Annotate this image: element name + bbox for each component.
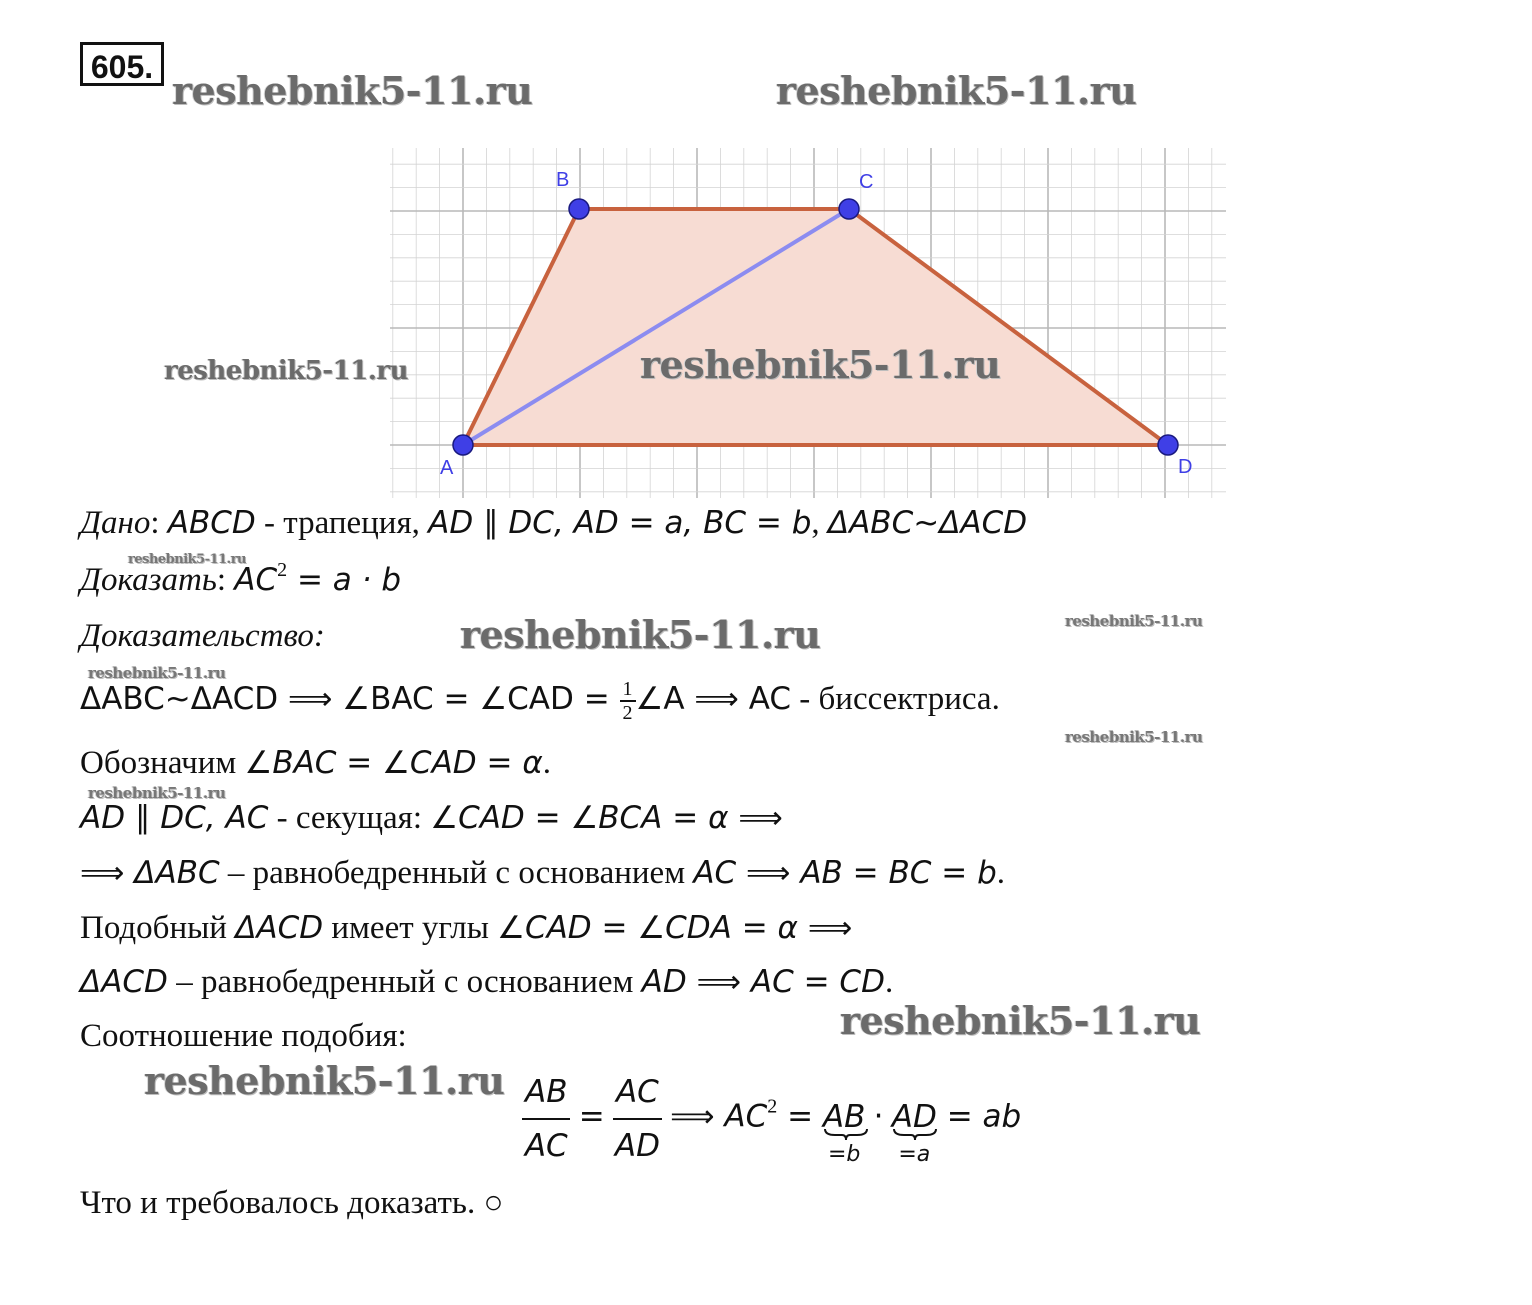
given-line: Дано: ABCD - трапеция, AD ∥ DC, AD = a, BC = b, ΔABC~ΔACD — [80, 505, 1028, 541]
watermark: reshebnik5-11.ru — [172, 68, 533, 113]
trapezoid-figure — [390, 148, 1226, 498]
step-1: ΔABC~ΔACD ⟹ ∠BAC = ∠CAD = $\frac{1}{2}$ ∠A ⟹ AC - биссектриса. — [80, 678, 1000, 725]
label-c: C — [859, 171, 874, 193]
step-6: ΔACD – равнобедренный с основанием AD ⟹ AC = CD. — [80, 964, 894, 1000]
watermark: reshebnik5-11.ru — [1065, 728, 1203, 746]
prove-line: Доказать: $AC^2 = a \cdot b$ — [80, 559, 402, 598]
similarity-formula: $\frac{AB}{AC}$ = $\frac{AC}{AD}$ ⟹ $AC^2$ = AB =b · AD =a = ab — [522, 1066, 1021, 1172]
step-7: Соотношение подобия: — [80, 1018, 407, 1054]
label-d: D — [1178, 456, 1193, 478]
label-b: B — [556, 169, 570, 191]
watermark: reshebnik5-11.ru — [460, 612, 821, 657]
point-b — [569, 199, 589, 219]
step-2: Обозначим ∠BAC = ∠CAD = α. — [80, 745, 552, 781]
step-3: AD ∥ DC, AC - секущая: ∠CAD = ∠BCA = α ⟹ — [80, 800, 783, 836]
point-c — [839, 199, 859, 219]
watermark: reshebnik5-11.ru — [88, 664, 226, 682]
problem-number: 605. — [80, 42, 164, 86]
watermark: reshebnik5-11.ru — [88, 784, 226, 802]
watermark: reshebnik5-11.ru — [164, 356, 409, 386]
watermark: reshebnik5-11.ru — [144, 1058, 505, 1103]
step-4: ⟹ ΔABC – равнобедренный с основанием AC ⟹ AB = BC = b. — [80, 855, 1006, 891]
trapezoid-abcd — [463, 209, 1168, 445]
conclusion: Что и требовалось доказать. ○ — [80, 1185, 504, 1221]
watermark: reshebnik5-11.ru — [840, 998, 1201, 1043]
label-a: A — [440, 457, 454, 479]
watermark: reshebnik5-11.ru — [1065, 612, 1203, 630]
watermark: reshebnik5-11.ru — [640, 342, 1001, 387]
watermark: reshebnik5-11.ru — [776, 68, 1137, 113]
point-d — [1158, 435, 1178, 455]
point-a — [453, 435, 473, 455]
step-5: Подобный ΔACD имеет углы ∠CAD = ∠CDA = α ⟹ — [80, 910, 853, 946]
proof-label: Доказательство: — [80, 618, 325, 654]
watermark: reshebnik5-11.ru — [128, 552, 247, 567]
